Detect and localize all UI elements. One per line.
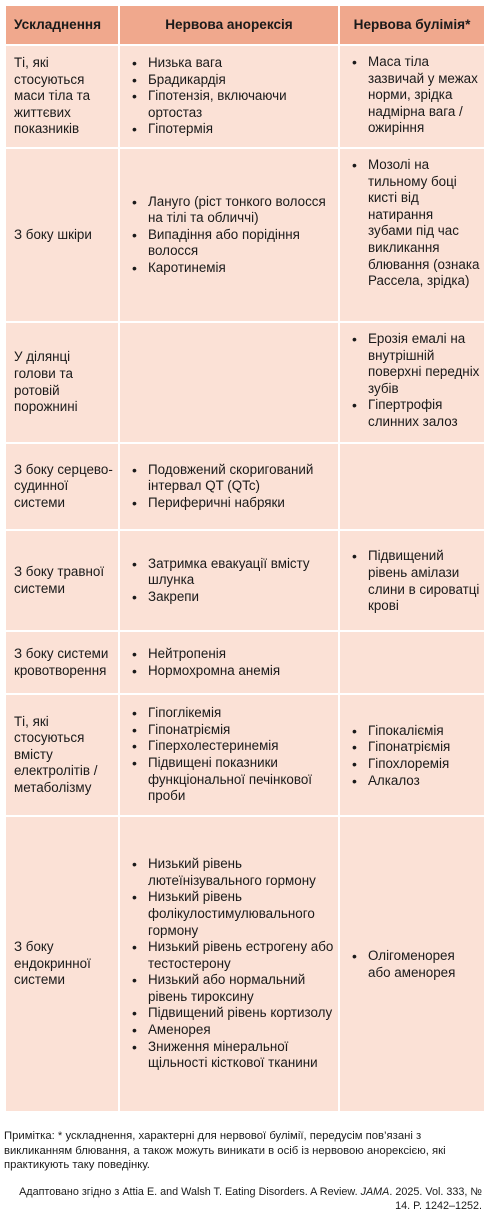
- source-prefix: Адаптовано згідно з Attia E. and Walsh T. Eating Disorders. A Review.: [19, 1186, 361, 1198]
- list-item: • Затримка евакуації вмісту шлунка: [128, 556, 334, 589]
- source-suffix: . 2025. Vol. 333, № 14. P. 1242–1252.: [389, 1186, 482, 1212]
- anorexia-list: [128, 705, 334, 805]
- list-item: • Гіпохлоремія: [348, 756, 480, 773]
- complications-table: [4, 4, 486, 1113]
- bulimia-list: [348, 723, 480, 789]
- table-row: [5, 694, 485, 816]
- category-cell: З боку шкіри: [5, 148, 119, 322]
- bulimia-cell: [339, 816, 485, 1112]
- header-anorexia: Нервова анорексія: [119, 5, 339, 45]
- table-row: [5, 443, 485, 530]
- table-row: [5, 45, 485, 148]
- anorexia-cell: [119, 816, 339, 1112]
- category-cell: З боку серцево-судинної системи: [5, 443, 119, 530]
- category-cell: Ті, які стосуються вмісту електролітів / метаболізму: [5, 694, 119, 816]
- list-item: • Каротинемія: [128, 260, 334, 277]
- bulimia-cell: [339, 148, 485, 322]
- list-item: • Закрепи: [128, 589, 334, 606]
- anorexia-list: [128, 462, 334, 512]
- list-item: • Підвищений рівень амілази слини в сироватці крові: [348, 548, 480, 614]
- list-item: • Лануго (ріст тонкого волосся на тілі та обличчі): [128, 194, 334, 227]
- bulimia-list: [348, 548, 480, 614]
- bulimia-list: [348, 948, 480, 981]
- anorexia-list: [128, 556, 334, 606]
- bulimia-cell: [339, 694, 485, 816]
- list-item: • Низький рівень лютеїнізувального гормону: [128, 856, 334, 889]
- anorexia-cell: [119, 148, 339, 322]
- anorexia-cell: [119, 443, 339, 530]
- list-item: • Брадикардія: [128, 72, 334, 89]
- anorexia-cell: [119, 530, 339, 631]
- list-item: • Гіпоглікемія: [128, 705, 334, 722]
- anorexia-list: [128, 55, 334, 138]
- list-item: • Олігоменорея або аменорея: [348, 948, 480, 981]
- table-row: [5, 816, 485, 1112]
- list-item: • Низький рівень фолікулостимулювального гормону: [128, 889, 334, 939]
- list-item: • Гіпокаліємія: [348, 723, 480, 740]
- category-cell: З боку системи кровотворення: [5, 631, 119, 694]
- category-cell: З боку ендокринної системи: [5, 816, 119, 1112]
- list-item: • Гіпертрофія слинних залоз: [348, 397, 480, 430]
- table-header-row: [5, 5, 485, 45]
- list-item: • Низький рівень естрогену або тестостерону: [128, 939, 334, 972]
- list-item: • Аменорея: [128, 1022, 334, 1039]
- bulimia-list: [348, 157, 480, 290]
- anorexia-list: [128, 856, 334, 1072]
- header-bulimia: Нервова булімія*: [339, 5, 485, 45]
- footnote: Примітка: * ускладнення, характерні для нервової булімії, передусім пов’язані з викликанням блювання, а також можуть виникати в осіб із нервовою анорексією, які практикують таку поведінку.: [4, 1130, 446, 1172]
- bulimia-cell: [339, 322, 485, 443]
- list-item: • Низький або нормальний рівень тироксину: [128, 972, 334, 1005]
- list-item: • Гіперхолестеринемія: [128, 738, 334, 755]
- bulimia-cell: [339, 443, 485, 530]
- source-citation: [12, 1186, 482, 1213]
- list-item: • Мозолі на тильному боці кисті від натирання зубами під час викликання блювання (ознака Рассела, зрідка): [348, 157, 480, 290]
- table-row: [5, 322, 485, 443]
- list-item: • Нормохромна анемія: [128, 663, 334, 680]
- anorexia-cell: [119, 631, 339, 694]
- list-item: • Периферичні набряки: [128, 495, 334, 512]
- bulimia-cell: [339, 631, 485, 694]
- list-item: • Алкалоз: [348, 773, 480, 790]
- list-item: • Нейтропенія: [128, 646, 334, 663]
- list-item: • Гіпотермія: [128, 121, 334, 138]
- list-item: • Гіпонатріємія: [128, 722, 334, 739]
- list-item: • Гіпонатріємія: [348, 739, 480, 756]
- list-item: • Гіпотензія, включаючи ортостаз: [128, 88, 334, 121]
- anorexia-cell: [119, 322, 339, 443]
- anorexia-cell: [119, 45, 339, 148]
- list-item: • Зниження мінеральної щільності кісткової тканини: [128, 1039, 334, 1072]
- anorexia-list: [128, 194, 334, 277]
- category-cell: Ті, які стосуються маси тіла та життєвих показників: [5, 45, 119, 148]
- bulimia-cell: [339, 530, 485, 631]
- bulimia-list: [348, 54, 480, 137]
- table-body: [5, 45, 485, 1112]
- anorexia-cell: [119, 694, 339, 816]
- list-item: • Маса тіла зазвичай у межах норми, зрідка надмірна вага / ожиріння: [348, 54, 480, 137]
- list-item: • Низька вага: [128, 55, 334, 72]
- source-journal: JAMA: [360, 1186, 390, 1198]
- bulimia-cell: [339, 45, 485, 148]
- list-item: • Підвищений рівень кортизолу: [128, 1005, 334, 1022]
- table-row: [5, 148, 485, 322]
- anorexia-list: [128, 646, 334, 679]
- header-complications: Ускладнення: [5, 5, 119, 45]
- table-row: [5, 530, 485, 631]
- bulimia-list: [348, 331, 480, 431]
- list-item: • Підвищені показники функціональної печінкової проби: [128, 755, 334, 805]
- category-cell: З боку травної системи: [5, 530, 119, 631]
- list-item: • Випадіння або порідіння волосся: [128, 227, 334, 260]
- list-item: • Подовжений скоригований інтервал QT (QTc): [128, 462, 334, 495]
- category-cell: У ділянці голови та ротовій порожнині: [5, 322, 119, 443]
- table-row: [5, 631, 485, 694]
- list-item: • Ерозія емалі на внутрішній поверхні передніх зубів: [348, 331, 480, 397]
